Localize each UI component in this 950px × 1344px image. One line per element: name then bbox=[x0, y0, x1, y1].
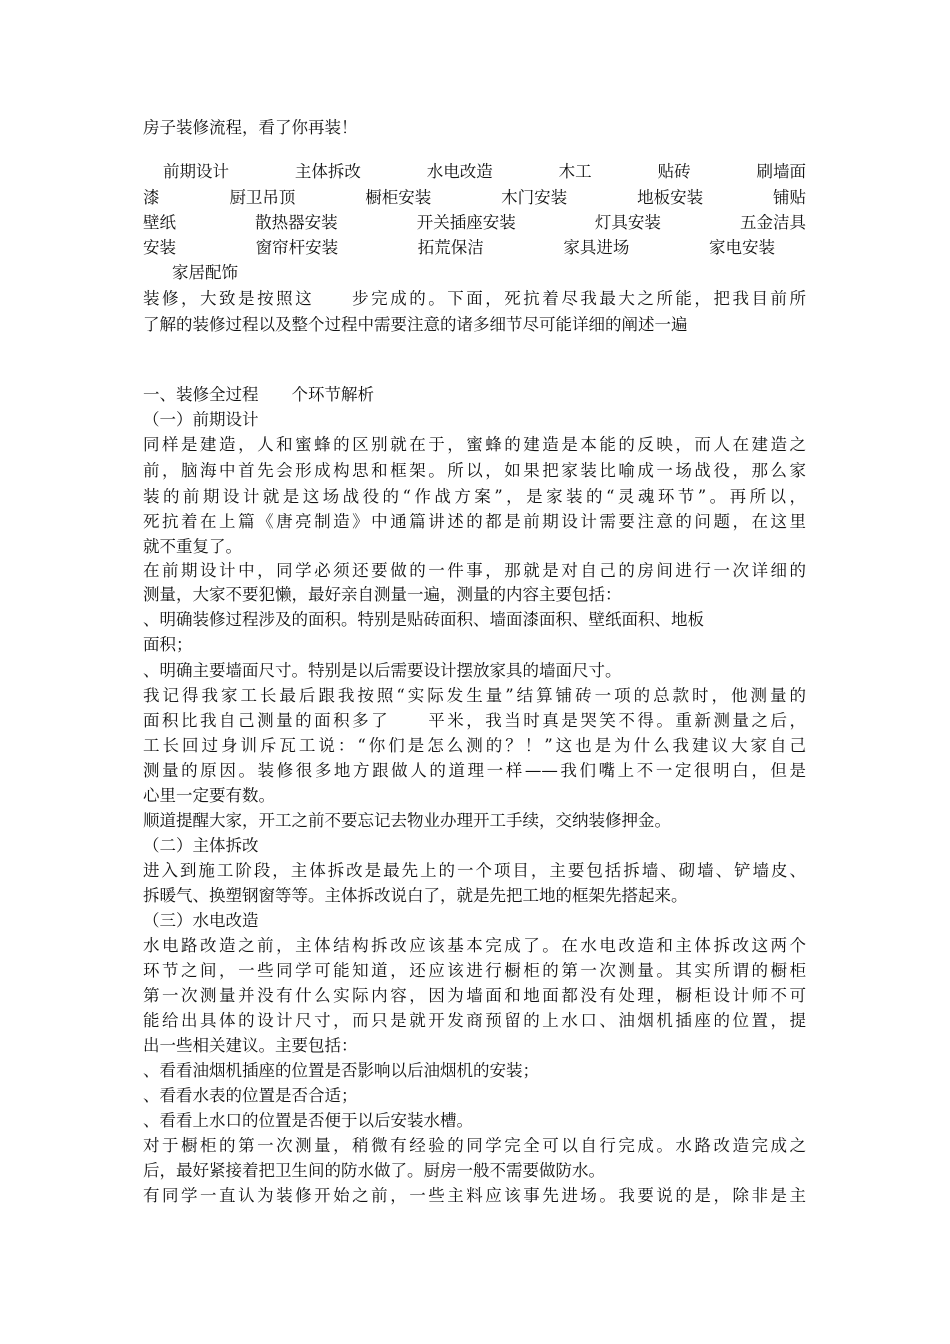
step-item: 窗帘杆安装 bbox=[255, 238, 339, 257]
step-item: 壁纸 bbox=[143, 213, 176, 232]
step-item: 水电改造 bbox=[426, 162, 493, 181]
step-item: 拓荒保洁 bbox=[417, 238, 484, 257]
text-line: 进入到施工阶段，主体拆改是最先上的一个项目，主要包括拆墙、砌墙、铲墙皮、 bbox=[143, 861, 806, 880]
text-line: 工长回过身训斥瓦工说：“你们是怎么测的？！”这也是为什么我建议大家自己 bbox=[143, 736, 806, 755]
text-line: 能给出具体的设计尺寸，而只是就开发商预留的上水口、油烟机插座的位置，提 bbox=[143, 1011, 806, 1030]
subsection-heading: （二）主体拆改 bbox=[143, 836, 259, 855]
step-item: 安装 bbox=[143, 238, 176, 257]
text-line: 测量的原因。装修很多地方跟做人的道理一样——我们嘴上不一定很明白，但是 bbox=[143, 761, 806, 780]
text-line: 装的前期设计就是这场战役的“作战方案”，是家装的“灵魂环节”。再所以， bbox=[143, 487, 806, 506]
text-line: 装修，大致是按照这 步完成的。下面，死抗着尽我最大之所能，把我目前所 bbox=[143, 289, 806, 308]
text-line: 面积； bbox=[143, 635, 193, 654]
document-title: 房子装修流程，看了你再装！ bbox=[143, 118, 358, 137]
steps-line-4 bbox=[143, 236, 775, 260]
text-line: 有同学一直认为装修开始之前，一些主料应该事先进场。我要说的是，除非是主 bbox=[143, 1186, 806, 1205]
list-item: 、看看上水口的位置是否便于以后安装水槽。 bbox=[143, 1111, 473, 1130]
step-item: 橱柜安装 bbox=[365, 188, 432, 207]
list-item: 、看看油烟机插座的位置是否影响以后油烟机的安装； bbox=[143, 1061, 539, 1080]
step-item: 开关插座安装 bbox=[416, 213, 516, 232]
step-item-last: 家居配饰 bbox=[172, 263, 238, 282]
text-line: 我记得我家工长最后跟我按照“实际发生量”结算铺砖一项的总款时，他测量的 bbox=[143, 686, 806, 705]
text-line: 水电路改造之前，主体结构拆改应该基本完成了。在水电改造和主体拆改这两个 bbox=[143, 936, 806, 955]
text-line: 测量，大家不要犯懒，最好亲自测量一遍，测量的内容主要包括： bbox=[143, 585, 622, 604]
step-item: 主体拆改 bbox=[294, 162, 361, 181]
text-line: 前，脑海中首先会形成构思和框架。所以，如果把家装比喻成一场战役，那么家 bbox=[143, 461, 806, 480]
step-item: 木门安装 bbox=[501, 188, 568, 207]
text-line: 同样是建造，人和蜜蜂的区别就在于，蜜蜂的建造是本能的反映，而人在建造之 bbox=[143, 435, 806, 454]
text-line: 顺道提醒大家，开工之前不要忘记去物业办理开工手续，交纳装修押金。 bbox=[143, 811, 671, 830]
step-item: 厨卫吊顶 bbox=[229, 188, 296, 207]
text-line: 环节之间，一些同学可能知道，还应该进行橱柜的第一次测量。其实所谓的橱柜 bbox=[143, 961, 806, 980]
steps-line-3 bbox=[143, 211, 806, 235]
text-line: 在前期设计中，同学必须还要做的一件事，那就是对自己的房间进行一次详细的 bbox=[143, 561, 806, 580]
text-line: 心里一定要有数。 bbox=[143, 786, 275, 805]
text-line: 对于橱柜的第一次测量，稍微有经验的同学完全可以自行完成。水路改造完成之 bbox=[143, 1136, 806, 1155]
step-item: 铺贴 bbox=[772, 188, 806, 207]
step-item: 散热器安装 bbox=[255, 213, 338, 232]
text-line: 第一次测量并没有什么实际内容，因为墙面和地面都没有处理，橱柜设计师不可 bbox=[143, 986, 806, 1005]
step-item: 五金洁具 bbox=[740, 213, 806, 232]
subsection-heading: （三）水电改造 bbox=[143, 911, 259, 930]
step-item: 贴砖 bbox=[657, 162, 691, 181]
steps-line-2 bbox=[143, 186, 806, 210]
list-item: 、明确主要墙面尺寸。特别是以后需要设计摆放家具的墙面尺寸。 bbox=[143, 661, 622, 680]
subsection-heading: （一）前期设计 bbox=[143, 410, 259, 429]
step-item: 家具进场 bbox=[563, 238, 630, 257]
text-line: 后，最好紧接着把卫生间的防水做了。厨房一般不需要做防水。 bbox=[143, 1161, 605, 1180]
text-line: 了解的装修过程以及整个过程中需要注意的诸多细节尽可能详细的阐述一遍 bbox=[143, 315, 688, 334]
steps-line-1 bbox=[143, 160, 806, 184]
text-line: 死抗着在上篇《唐亮制造》中通篇讲述的都是前期设计需要注意的问题，在这里 bbox=[143, 512, 806, 531]
step-item: 木工 bbox=[558, 162, 592, 181]
text-line: 面积比我自己测量的面积多了 平米，我当时真是哭笑不得。重新测量之后， bbox=[143, 711, 806, 730]
step-item: 刷墙面 bbox=[756, 162, 806, 181]
text-line: 拆暖气、换塑钢窗等等。主体拆改说白了，就是先把工地的框架先搭起来。 bbox=[143, 886, 688, 905]
step-item: 漆 bbox=[143, 188, 160, 207]
text-line: 就不重复了。 bbox=[143, 537, 242, 556]
list-item: 、明确装修过程涉及的面积。特别是贴砖面积、墙面漆面积、壁纸面积、地板 bbox=[143, 610, 704, 629]
list-item: 、看看水表的位置是否合适； bbox=[143, 1086, 358, 1105]
step-item: 地板安装 bbox=[637, 188, 704, 207]
step-item: 前期设计 bbox=[163, 162, 229, 181]
step-item: 家电安装 bbox=[709, 238, 775, 257]
step-item: 灯具安装 bbox=[594, 213, 661, 232]
section-heading: 一、装修全过程 个环节解析 bbox=[143, 385, 374, 404]
text-line: 出一些相关建议。主要包括： bbox=[143, 1036, 358, 1055]
